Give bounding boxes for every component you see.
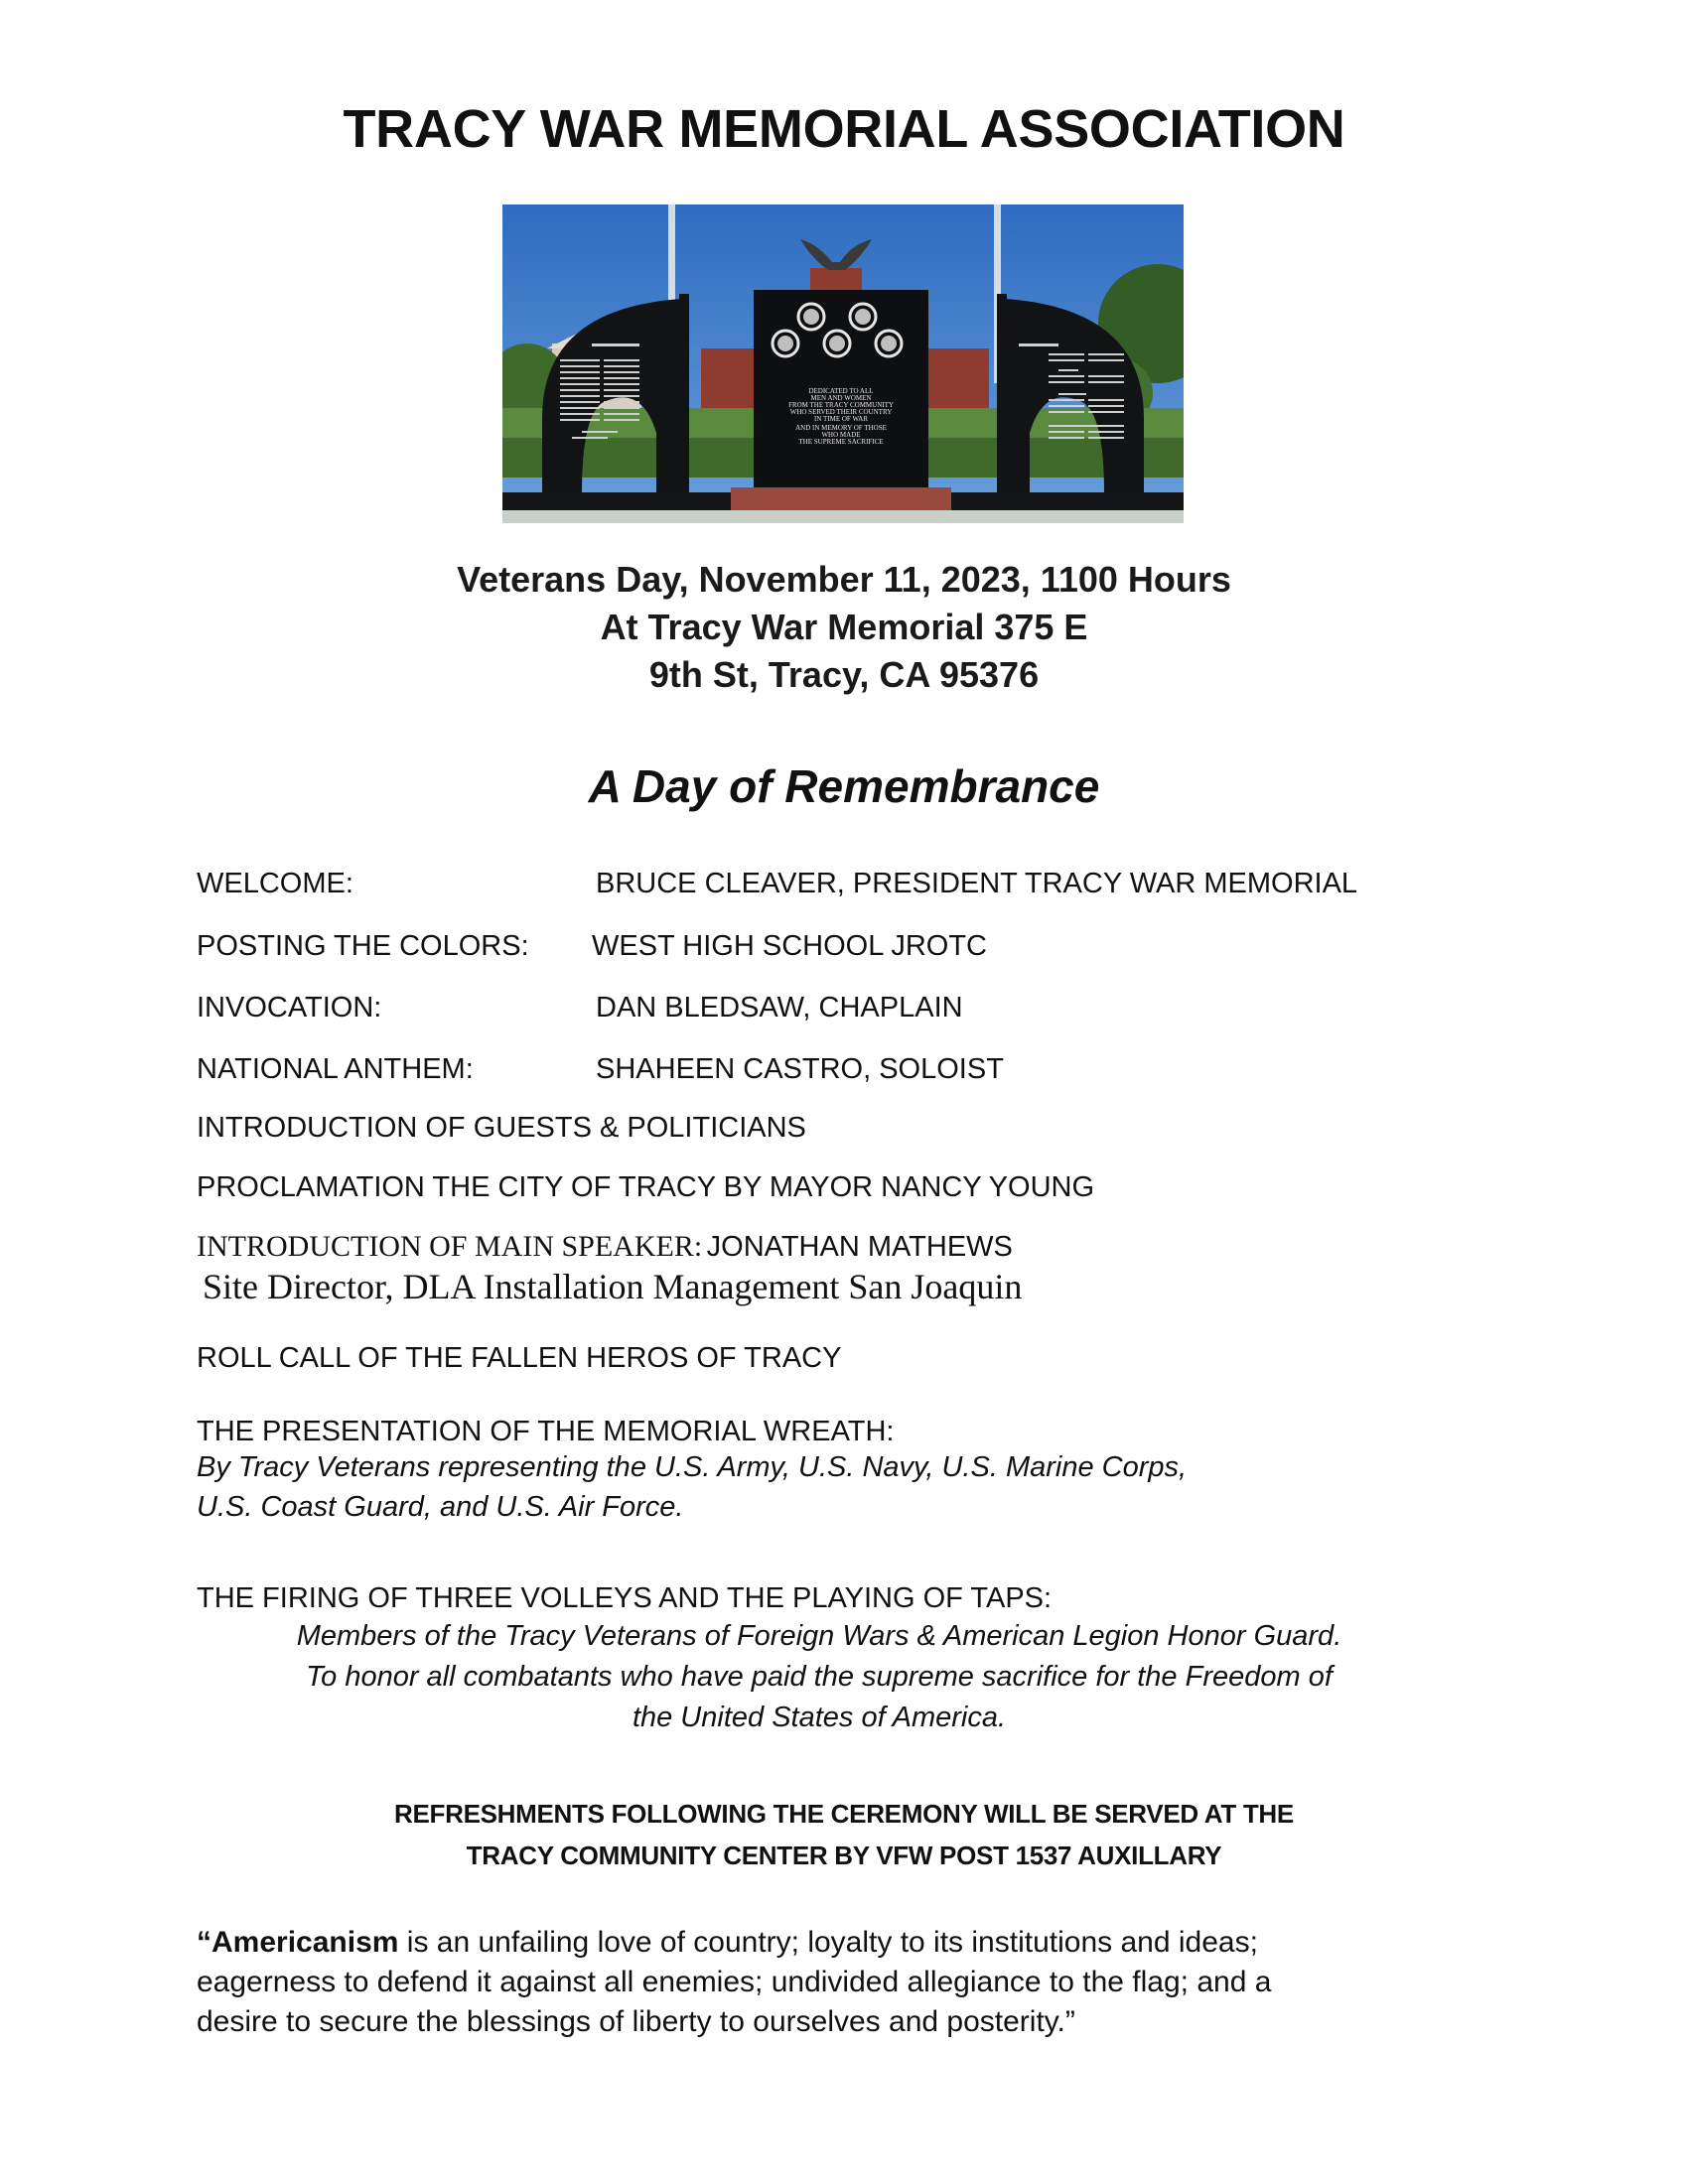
refreshments-notice <box>0 1793 1688 1876</box>
svg-text:MEN AND WOMEN: MEN AND WOMEN <box>810 394 872 402</box>
taps-detail-line3: the United States of America. <box>632 1702 1007 1733</box>
guests-item: INTRODUCTION OF GUESTS & POLITICIANS <box>197 1112 806 1144</box>
wreath-detail-line1: By Tracy Veterans representing the U.S. Army, U.S. Navy, U.S. Marine Corps, <box>197 1451 1188 1483</box>
main-speaker-title: Site Director, DLA Installation Management San Joaquin <box>203 1267 1023 1306</box>
anthem-value: SHAHEEN CASTRO, SOLOIST <box>596 1053 1004 1085</box>
wreath-detail-line2: U.S. Coast Guard, and U.S. Air Force. <box>197 1491 684 1523</box>
svg-text:WHO MADE: WHO MADE <box>821 431 861 439</box>
svg-text:DEDICATED TO ALL: DEDICATED TO ALL <box>808 387 874 395</box>
posting-colors-value: WEST HIGH SCHOOL JROTC <box>592 930 987 962</box>
quote-line3: desire to secure the blessings of liberty to ourselves and posterity.” <box>197 2005 1075 2038</box>
quote-line1-rest: is an unfailing love of country; loyalty to its institutions and ideas; <box>398 1926 1258 1959</box>
posting-colors-label: POSTING THE COLORS: <box>197 930 529 962</box>
taps-detail-line2: To honor all combatants who have paid the supreme sacrifice for the Freedom of <box>306 1661 1333 1693</box>
anthem-label: NATIONAL ANTHEM: <box>197 1053 474 1085</box>
taps-detail-line1: Members of the Tracy Veterans of Foreign Wars & American Legion Honor Guard. <box>296 1620 1342 1652</box>
svg-text:WHO SERVED THEIR COUNTRY: WHO SERVED THEIR COUNTRY <box>789 408 893 416</box>
quote-line2: eagerness to defend it against all enemies; undivided allegiance to the flag; and a <box>197 1966 1272 1998</box>
memorial-photo <box>502 205 1184 523</box>
taps-heading: THE FIRING OF THREE VOLLEYS AND THE PLAYING OF TAPS: <box>197 1582 1053 1614</box>
event-location-line2: 9th St, Tracy, CA 95376 <box>648 654 1040 695</box>
refreshments-line1: REFRESHMENTS FOLLOWING THE CEREMONY WILL BE SERVED AT THE <box>394 1799 1294 1829</box>
americanism-quote <box>197 1923 1448 2042</box>
page-title: TRACY WAR MEMORIAL ASSOCIATION <box>343 99 1345 159</box>
quote-line1 <box>197 1923 1448 1963</box>
svg-text:AND IN MEMORY OF THOSE: AND IN MEMORY OF THOSE <box>795 424 887 432</box>
main-speaker-row <box>197 1229 1013 1265</box>
svg-text:FROM THE TRACY COMMUNITY: FROM THE TRACY COMMUNITY <box>788 401 894 409</box>
event-location-line1: At Tracy War Memorial 375 E <box>600 607 1088 647</box>
roll-call-item: ROLL CALL OF THE FALLEN HEROS OF TRACY <box>197 1342 842 1374</box>
invocation-label: INVOCATION: <box>197 992 382 1024</box>
svg-text:IN TIME OF WAR: IN TIME OF WAR <box>814 415 868 423</box>
proclamation-item: PROCLAMATION THE CITY OF TRACY BY MAYOR NANCY YOUNG <box>197 1171 1095 1203</box>
taps-detail <box>199 1616 1440 1738</box>
main-speaker-label: INTRODUCTION OF MAIN SPEAKER: <box>197 1230 703 1263</box>
refreshments-line2: TRACY COMMUNITY CENTER BY VFW POST 1537 AUXILLARY <box>466 1841 1222 1870</box>
welcome-value: BRUCE CLEAVER, PRESIDENT TRACY WAR MEMORIAL <box>596 868 1358 899</box>
event-info <box>0 556 1688 699</box>
event-date-time: Veterans Day, November 11, 2023, 1100 Hours <box>457 559 1231 600</box>
wreath-heading: THE PRESENTATION OF THE MEMORIAL WREATH: <box>197 1416 895 1447</box>
svg-text:THE SUPREME SACRIFICE: THE SUPREME SACRIFICE <box>798 438 884 446</box>
quote-open-mark: “ <box>197 1926 211 1959</box>
invocation-value: DAN BLEDSAW, CHAPLAIN <box>596 992 963 1024</box>
welcome-label: WELCOME: <box>197 868 353 899</box>
main-speaker-name: JONATHAN MATHEWS <box>706 1231 1013 1263</box>
quote-bold-word: Americanism <box>211 1926 399 1959</box>
memorial-photo-illustration <box>502 205 1184 523</box>
program-subtitle: A Day of Remembrance <box>588 760 1100 812</box>
